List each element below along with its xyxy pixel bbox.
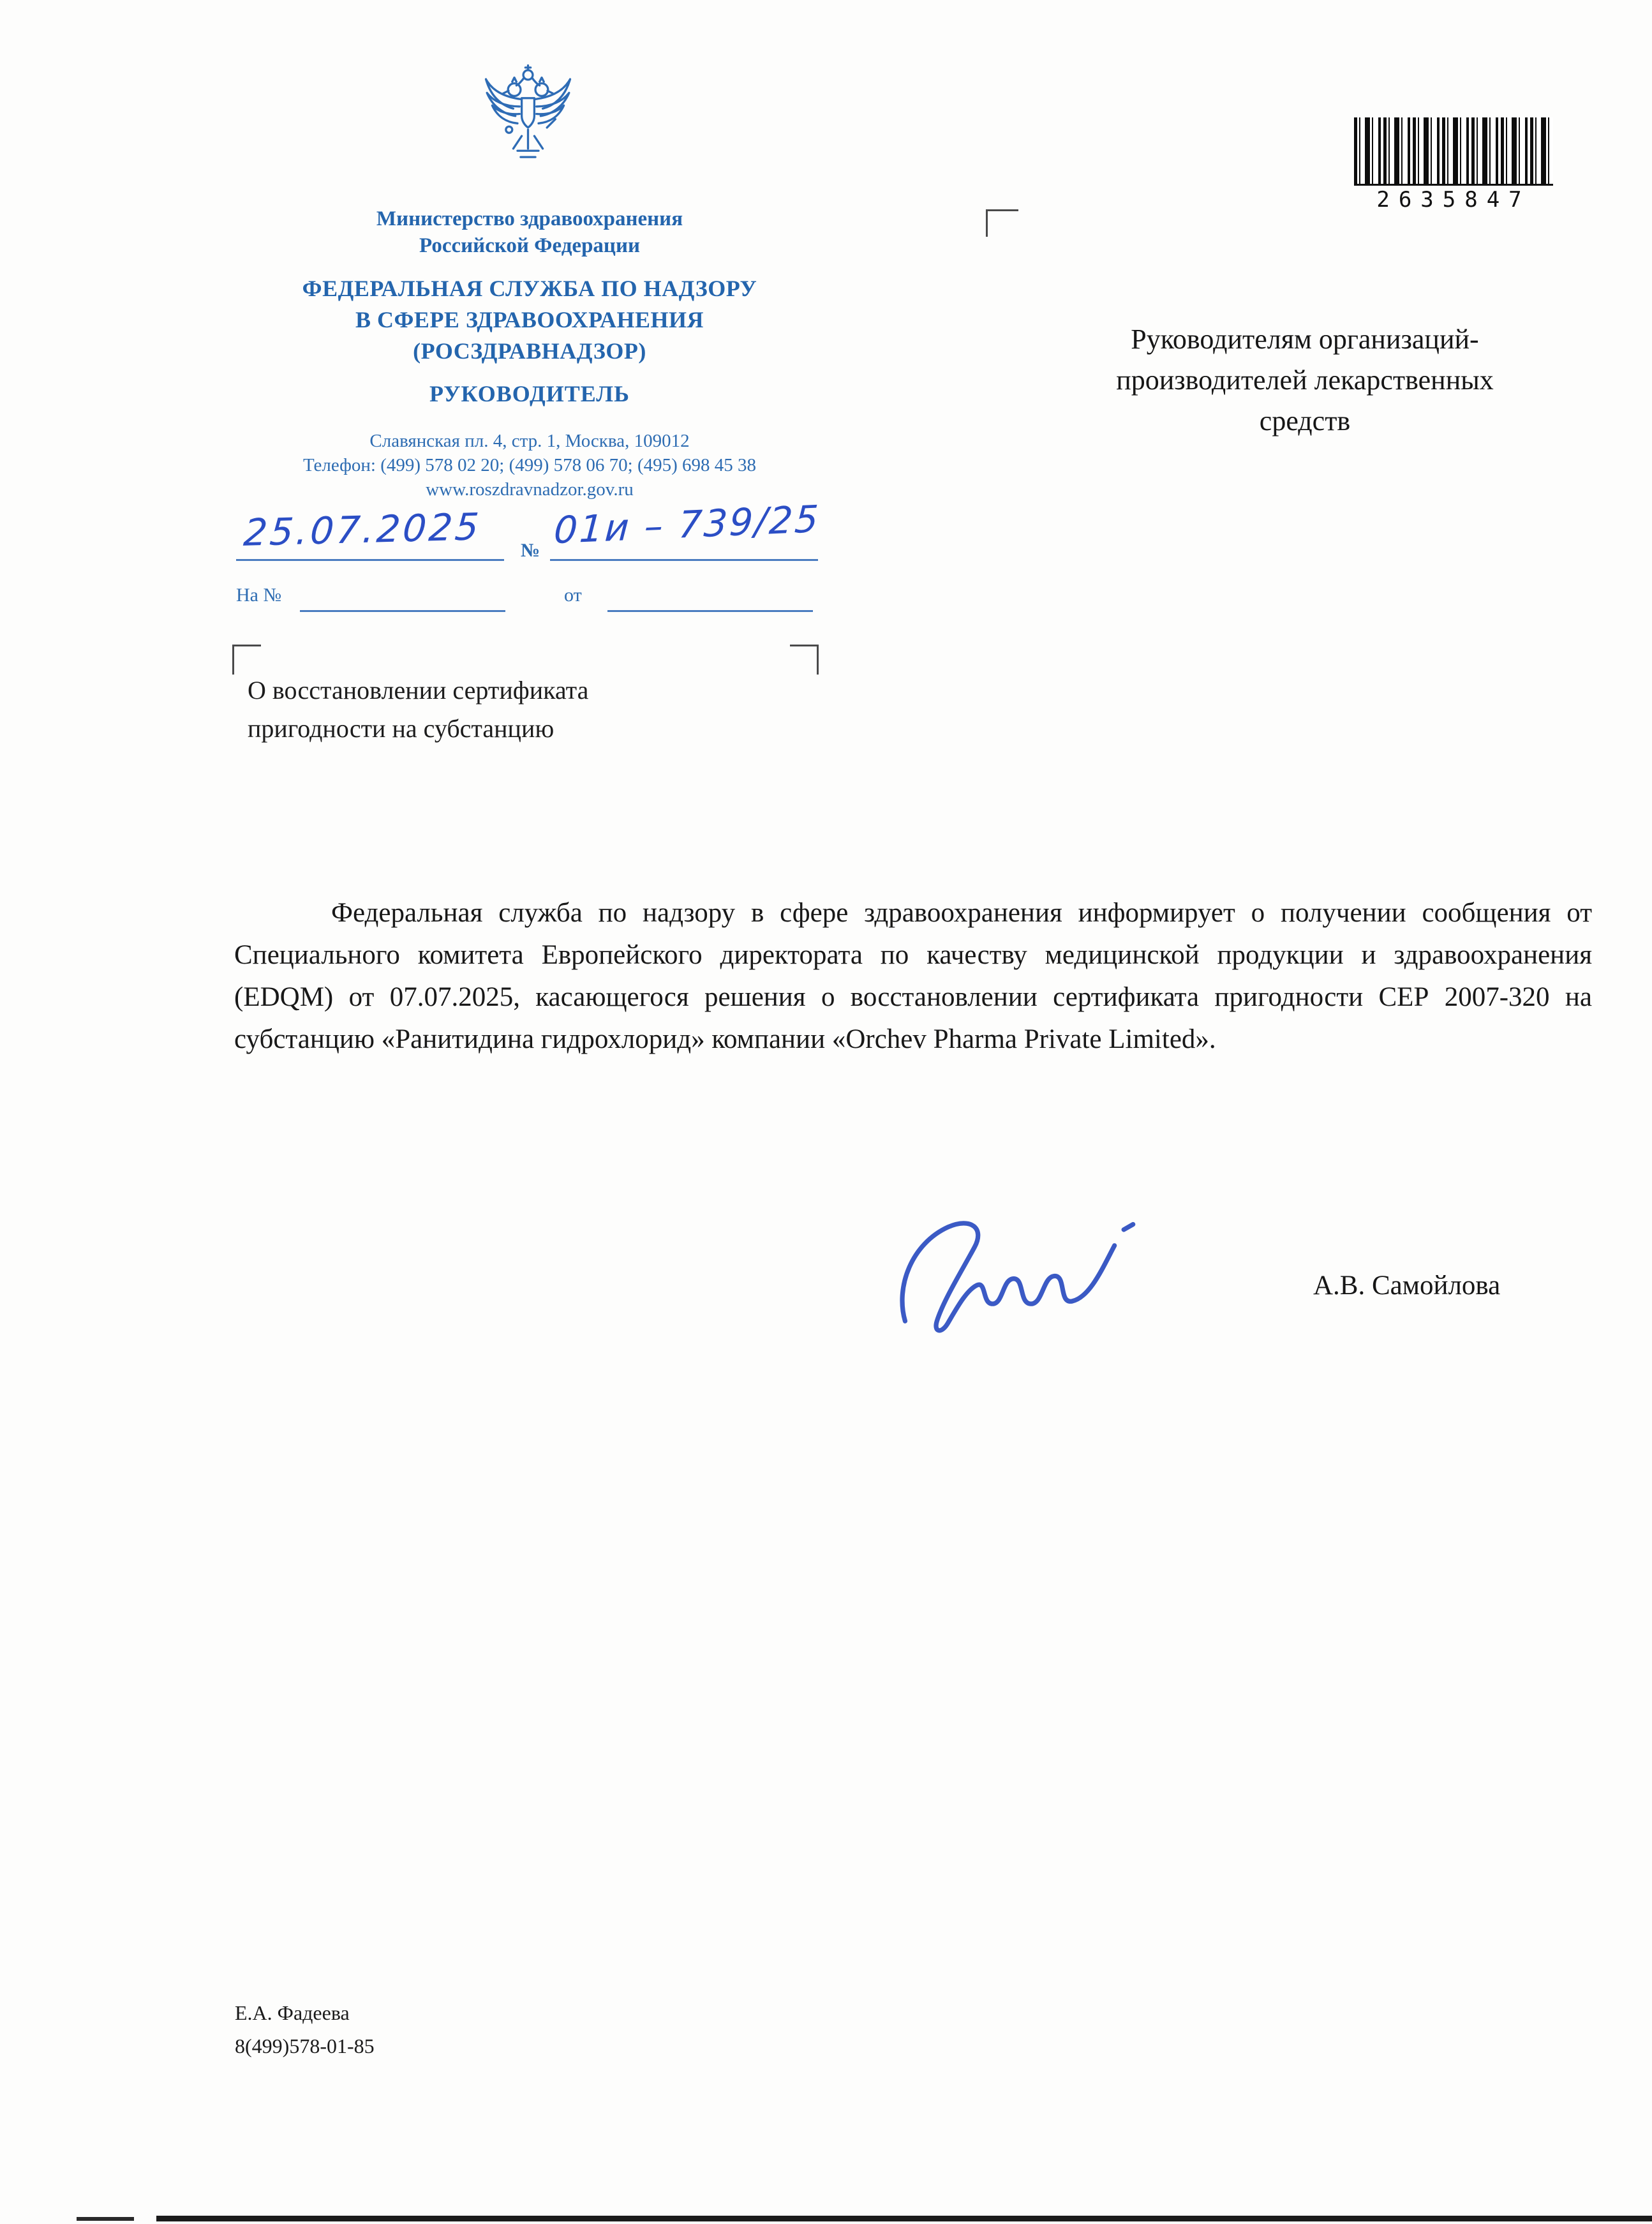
ministry-line-2: Российской Федерации	[419, 234, 640, 257]
scan-edge-line-small	[77, 2217, 134, 2221]
barcode	[1354, 117, 1553, 213]
service-line-3: (РОСЗДРАВНАДЗОР)	[413, 338, 646, 364]
number-underline	[550, 559, 818, 561]
na-no-label: На №	[236, 585, 282, 606]
coat-of-arms-icon	[475, 57, 581, 188]
signatory-name: А.В. Самойлова	[1313, 1271, 1501, 1301]
ot-label: от	[564, 585, 582, 606]
subject-line-1: О восстановлении сертификата	[248, 676, 589, 705]
subject-line-2: пригодности на субстанцию	[248, 714, 554, 743]
number-sign: №	[521, 540, 540, 561]
subject-corner-mark-left	[232, 645, 261, 675]
addressee-corner-mark	[986, 209, 1018, 237]
position-title: РУКОВОДИТЕЛЬ	[429, 381, 630, 407]
phone-line: Телефон: (499) 578 02 20; (499) 578 06 70; (495) 698 45 38	[302, 455, 757, 475]
executor-block	[235, 1996, 375, 2063]
date-underline	[236, 559, 504, 561]
body-paragraph: Федеральная служба по надзору в сфере здравоохранения информирует о получении сообщения от Специального комитета Европейского директората по качеству медицинской продукции и здравоохранения (EDQM) от 07.07.2025, касающегося решения о восстановлении сертификата пригодности СЕР 2007-320 на субстанцию «Ранитидина гидрохлорид» компании «Orchev Pharma Private Limited».	[234, 898, 1592, 1054]
barcode-bars-icon	[1354, 117, 1553, 186]
contact-block	[185, 429, 874, 502]
website-line: www.roszdravnadzor.gov.ru	[426, 479, 634, 500]
ot-underline	[607, 610, 813, 612]
addressee-line-3: средств	[1259, 405, 1351, 437]
subject-block	[248, 671, 822, 748]
addressee-line-1: Руководителям организаций-	[1131, 324, 1479, 355]
addressee-line-2: производителей лекарственных	[1116, 364, 1494, 396]
handwritten-number: 01и – 739/25	[553, 496, 822, 553]
executor-phone: 8(499)578-01-85	[235, 2034, 375, 2057]
addressee-block	[1018, 319, 1592, 442]
scan-edge-line	[156, 2216, 1652, 2221]
barcode-number: 2635847	[1376, 187, 1531, 213]
handwritten-date: 25.07.2025	[242, 505, 483, 555]
address-line: Славянская пл. 4, стр. 1, Москва, 109012	[369, 431, 690, 451]
executor-name: Е.А. Фадеева	[235, 2001, 350, 2024]
ministry-line-1: Министерство здравоохранения	[376, 207, 683, 230]
ministry-name	[185, 205, 874, 259]
na-no-underline	[300, 610, 505, 612]
service-line-1: ФЕДЕРАЛЬНАЯ СЛУЖБА ПО НАДЗОРУ	[302, 276, 757, 301]
service-line-2: В СФЕРЕ ЗДРАВООХРАНЕНИЯ	[355, 307, 704, 332]
subject-corner-mark-right	[790, 645, 819, 675]
service-name	[185, 273, 874, 367]
signature-icon	[868, 1181, 1168, 1353]
